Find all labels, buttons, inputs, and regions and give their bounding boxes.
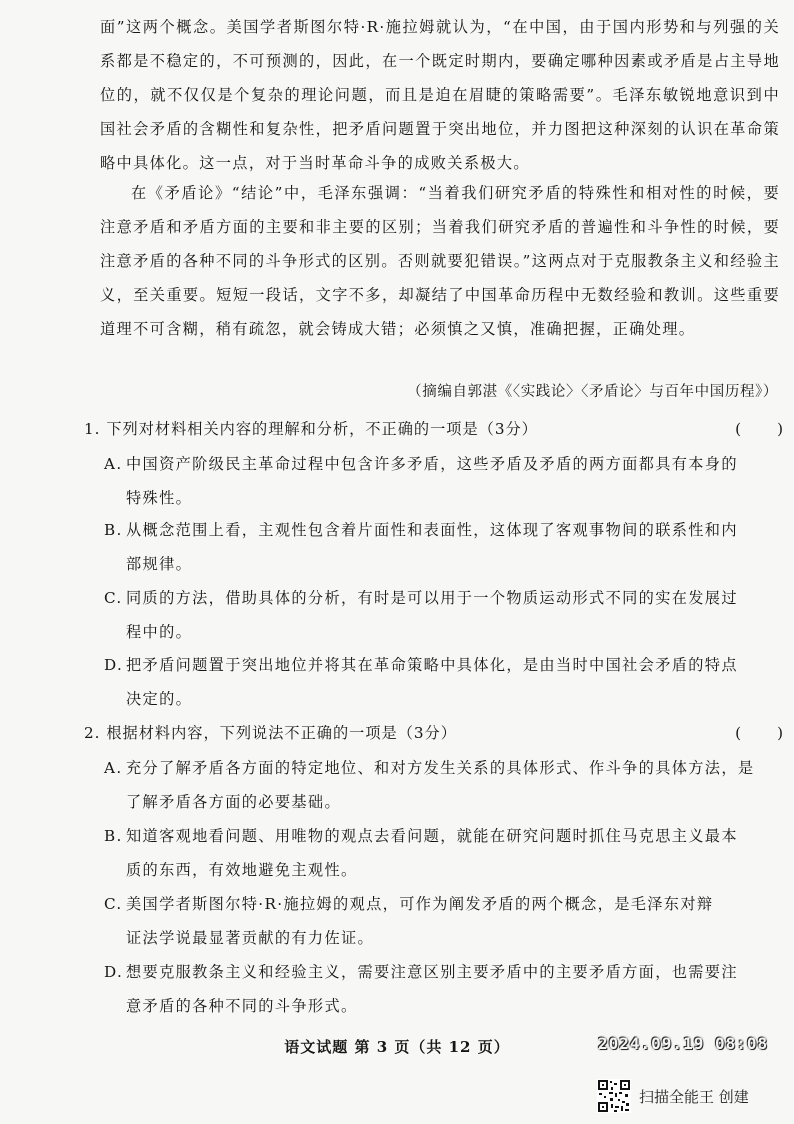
option-text-line-2: 程中的。 xyxy=(126,623,193,641)
scanner-watermark xyxy=(597,1078,749,1114)
scan-timestamp: 2024.09.19 08:08 xyxy=(598,1034,769,1053)
option-letter: D. xyxy=(104,656,124,674)
option-letter: B. xyxy=(104,521,123,539)
option-text-line-2: 部规律。 xyxy=(126,555,193,573)
option-letter: B. xyxy=(104,827,123,845)
page-footer: 语文试题 第 3 页（共 12 页） xyxy=(284,1038,510,1056)
option-text-line-2: 特殊性。 xyxy=(126,489,193,507)
question-1-stem xyxy=(84,412,784,446)
option-text-line-2: 了解矛盾各方面的必要基础。 xyxy=(126,793,341,811)
question-1-option-b[interactable] xyxy=(104,513,784,581)
option-text-line-1: 把矛盾问题置于突出地位并将其在革命策略中具体化，是由当时中国社会矛盾的特点 xyxy=(126,656,738,674)
option-text-line-2: 决定的。 xyxy=(126,690,193,708)
option-text-line-2: 质的东西，有效地避免主观性。 xyxy=(126,861,358,879)
question-2-answer-bracket[interactable]: ( ) xyxy=(735,724,784,742)
question-2-option-c[interactable] xyxy=(104,887,784,955)
option-letter: C. xyxy=(104,589,123,607)
option-letter: C. xyxy=(104,895,123,913)
passage-paragraph-1: 面”这两个概念。美国学者斯图尔特·R·施拉姆就认为，“在中国，由于国内形势和与列强的关系都是不稳定的，不可预测的，因此，在一个既定时期内，要确定哪种因素或矛盾是占主导地位的，就不仅仅是个复杂的理论问题，而且是迫在眉睫的策略需要”。毛泽东敏锐地意识到中国社会矛盾的含糊性和复杂性，把矛盾问题置于突出地位，并力图把这种深刻的认识在革命策略中具体化。这一点，对于当时革命斗争的成败关系极大。 xyxy=(100,18,780,172)
option-text-line-1: 中国资产阶级民主革命过程中包含许多矛盾，这些矛盾及矛盾的两方面都具有本身的 xyxy=(126,455,738,473)
option-text-line-1: 充分了解矛盾各方面的特定地位、和对方发生关系的具体形式、作斗争的具体方法，是 xyxy=(126,759,755,777)
question-2-text: 2. 根据材料内容，下列说法不正确的一项是（3分） xyxy=(84,724,457,742)
option-text-line-1: 从概念范围上看，主观性包含着片面性和表面性，这体现了客观事物间的联系性和内 xyxy=(126,521,738,539)
option-letter: D. xyxy=(104,963,124,981)
question-2-stem xyxy=(84,716,784,750)
question-2-option-b[interactable] xyxy=(104,819,784,887)
question-1-option-a[interactable] xyxy=(104,447,784,515)
option-text-line-1: 同质的方法，借助具体的分析，有时是可以用于一个物质运动形式不同的实在发展过 xyxy=(126,589,738,607)
question-1-answer-bracket[interactable]: ( ) xyxy=(735,420,784,438)
option-text-line-2: 意矛盾的各种不同的斗争形式。 xyxy=(126,997,358,1015)
question-2-option-d[interactable] xyxy=(104,955,784,1023)
passage-paragraph-2: 在《矛盾论》“结论”中，毛泽东强调：“当着我们研究矛盾的特殊性和相对性的时候，要注意矛盾和矛盾方面的主要和非主要的区别；当着我们研究矛盾的普遍性和斗争性的时候，要注意矛盾的各种不同的斗争形式的区别。否则就要犯错误。”这两点对于克服教条主义和经验主义，至关重要。短短一段话，文字不多，却凝结了中国革命历程中无数经验和教训。这些重要道理不可含糊，稍有疏忽，就会铸成大错；必须慎之又慎，准确把握，正确处理。 xyxy=(100,184,780,338)
option-text-line-1: 知道客观地看问题、用唯物的观点去看问题，就能在研究问题时抓住马克思主义最本 xyxy=(126,827,738,845)
option-letter: A. xyxy=(104,759,123,777)
question-1-text: 1. 下列对材料相关内容的理解和分析，不正确的一项是（3分） xyxy=(84,420,538,438)
option-text-line-2: 证法学说最显著贡献的有力佐证。 xyxy=(126,929,375,947)
passage-source: （摘编自郭湛《〈实践论〉〈矛盾论〉与百年中国历程》） xyxy=(407,384,778,400)
question-2-option-a[interactable] xyxy=(104,751,784,819)
option-letter: A. xyxy=(104,455,123,473)
option-text-line-1: 想要克服教条主义和经验主义，需要注意区别主要矛盾中的主要矛盾方面，也需要注 xyxy=(126,963,738,981)
question-1-option-c[interactable] xyxy=(104,581,784,649)
qr-code-icon xyxy=(597,1079,631,1113)
scanner-label: 扫描全能王 创建 xyxy=(639,1087,749,1106)
option-text-line-1: 美国学者斯图尔特·R·施拉姆的观点，可作为阐发矛盾的两个概念，是毛泽东对辩 xyxy=(126,895,714,913)
question-1-option-d[interactable] xyxy=(104,648,784,716)
